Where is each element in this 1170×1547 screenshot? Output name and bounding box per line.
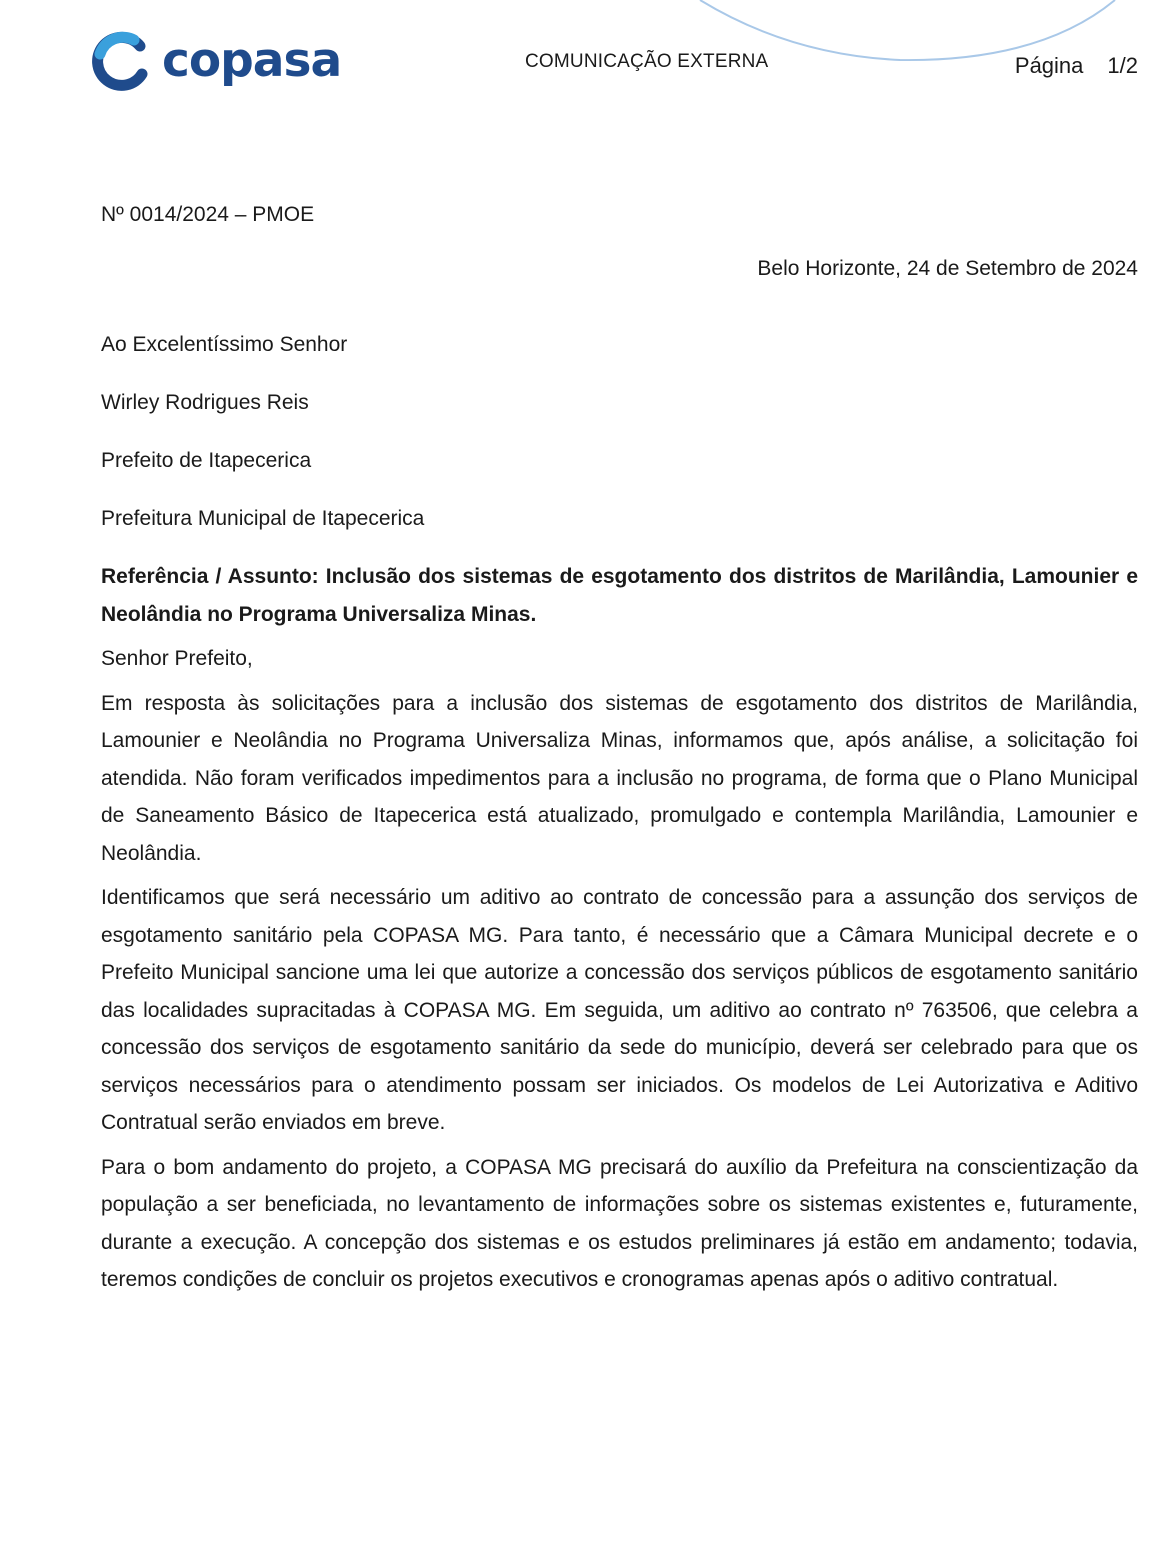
recipient-greeting: Ao Excelentíssimo Senhor (101, 333, 348, 356)
page-number: 1/2 (1107, 53, 1138, 78)
document-date: Belo Horizonte, 24 de Setembro de 2024 (757, 257, 1138, 280)
recipient-role: Prefeito de Itapecerica (101, 449, 312, 472)
paragraph-1: Em resposta às solicitações para a inclusão dos sistemas de esgotamento dos distritos de Marilândia, Lamounier e Neolândia no Programa Universaliza Minas, informamos que, após análise, a solicitação foi atendida. Não foram verificados impedimentos para a inclusão no programa, de forma que o Plano Municipal de Saneamento Básico de Itapecerica está atualizado, promulgado e contempla Marilândia, Lamounier e Neolândia. (101, 691, 1138, 865)
document-type-title: COMUNICAÇÃO EXTERNA (525, 51, 769, 72)
recipient-institution: Prefeitura Municipal de Itapecerica (101, 507, 425, 530)
paragraph-2: Identificamos que será necessário um aditivo ao contrato de concessão para a assunção dos serviços de esgotamento sanitário pela COPASA MG. Para tanto, é necessário que a Câmara Municipal decrete e o Prefeito Municipal sancione uma lei que autorize a concessão dos serviços públicos de esgotamento sanitário das localidades supracitadas à COPASA MG. Em seguida, um aditivo ao contrato nº 763506, que celebra a concessão dos serviços de esgotamento sanitário da sede do município, deverá ser celebrado para que os serviços necessários para o atendimento possam ser iniciados. Os modelos de Lei Autorizativa e Aditivo Contratual serão enviados em breve. (101, 886, 1138, 1134)
logo-wordmark: copasa (162, 32, 342, 88)
page-indicator (1015, 53, 1138, 79)
salutation: Senhor Prefeito, (101, 647, 253, 670)
letter-body (101, 326, 1138, 1306)
subject-line: Referência / Assunto: Inclusão dos sistemas de esgotamento dos distritos de Marilândia, Lamounier e Neolândia no Programa Universaliza Minas. (101, 565, 1138, 626)
company-logo (88, 30, 341, 96)
recipient-name: Wirley Rodrigues Reis (101, 391, 309, 414)
paragraph-3: Para o bom andamento do projeto, a COPASA MG precisará do auxílio da Prefeitura na conscientização da população a ser beneficiada, no levantamento de informações sobre os sistemas existentes e, futuramente, durante a execução. A concepção dos sistemas e os estudos preliminares já estão em andamento; todavia, teremos condições de concluir os projetos executivos e cronogramas apenas após o aditivo contratual. (101, 1155, 1138, 1291)
document-number: Nº 0014/2024 – PMOE (101, 203, 315, 226)
copasa-logo-icon (88, 30, 154, 96)
page-label: Página (1014, 53, 1084, 78)
